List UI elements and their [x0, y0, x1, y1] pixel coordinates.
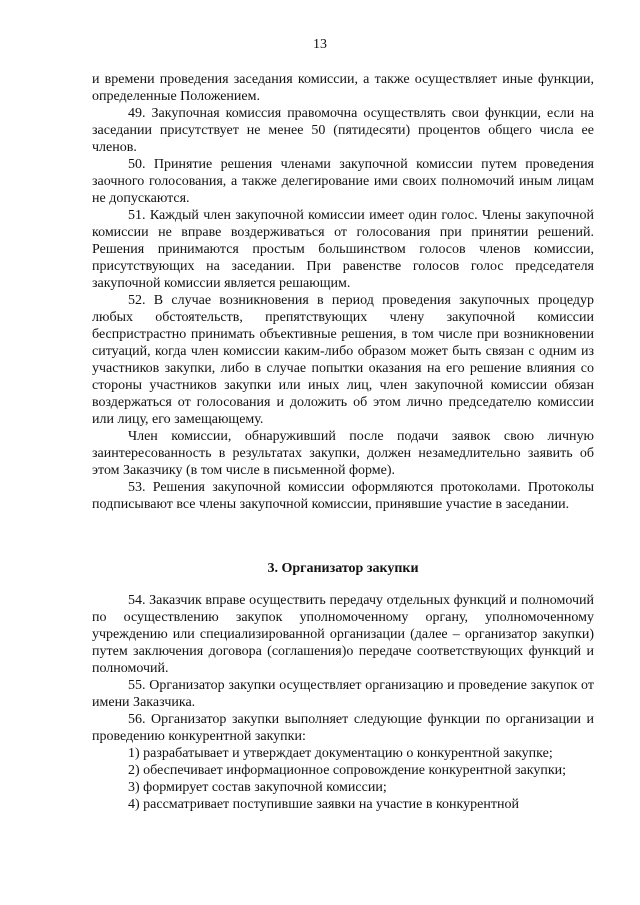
- list-item-1: 1) разрабатывает и утверждает документацию о конкурентной закупке;: [128, 746, 553, 761]
- paragraph-51: 51. Каждый член закупочной комиссии имеет один голос. Члены закупочной комиссии не вправе воздерживаться от голосования при принятии решений. Решения принимаются простым большинством голосов членов комиссии, присутствующих на заседании. При равенстве голосов голос председателя закупочной комиссии является решающим.: [92, 208, 594, 291]
- paragraph-54: 54. Заказчик вправе осуществить передачу отдельных функций и полномочий по осуществлению закупок уполномоченному органу, уполномоченному учреждению или специализированной организации (далее – организатор закупки) путем заключения договора (соглашения)о передаче соответствующих функций и полномочий.: [92, 593, 594, 676]
- list-item-4: 4) рассматривает поступившие заявки на участие в конкурентной: [128, 797, 519, 812]
- paragraph-member-interest: Член комиссии, обнаруживший после подачи заявок свою личную заинтересованность в результатах закупки, должен незамедлительно заявить об этом Заказчику (в том числе в письменной форме).: [92, 429, 594, 478]
- paragraph-56: 56. Организатор закупки выполняет следующие функции по организации и проведению конкурентной закупки:: [92, 712, 594, 744]
- paragraph-53: 53. Решения закупочной комиссии оформляются протоколами. Протоколы подписывают все члены закупочной комиссии, принявшие участие в заседании.: [92, 480, 594, 512]
- list-item-3: 3) формирует состав закупочной комиссии;: [128, 780, 387, 795]
- page-number: 13: [313, 37, 327, 52]
- paragraph-49: 49. Закупочная комиссия правомочна осуществлять свои функции, если на заседании присутствует не менее 50 (пятидесяти) процентов общего числа ее членов.: [92, 106, 594, 155]
- paragraph-55: 55. Организатор закупки осуществляет организацию и проведение закупок от имени Заказчика.: [92, 678, 594, 710]
- paragraph-50: 50. Принятие решения членами закупочной комиссии путем проведения заочного голосования, а также делегирование ими своих полномочий иным лицам не допускаются.: [92, 157, 594, 206]
- section-heading: 3. Организатор закупки: [267, 561, 419, 576]
- section-b: [92, 592, 594, 813]
- list-item-2: 2) обеспечивает информационное сопровождение конкурентной закупки;: [128, 763, 567, 778]
- section-a: [92, 71, 594, 513]
- paragraph: и времени проведения заседания комиссии, а также осуществляет иные функции, определенные Положением.: [92, 72, 594, 104]
- paragraph-52: 52. В случае возникновения в период проведения закупочных процедур любых обстоятельств, препятствующих члену закупочной комиссии беспристрастно принимать объективные решения, в том числе при возникновении ситуаций, когда член комиссии каким-либо образом может быть связан с одним из участников закупки, либо в случае попытки оказания на его решение влияния со стороны участников закупки или иных лиц, член закупочной комиссии обязан воздержаться от голосования и доложить об этом лично председателю комиссии или лицу, его замещающему.: [92, 293, 594, 427]
